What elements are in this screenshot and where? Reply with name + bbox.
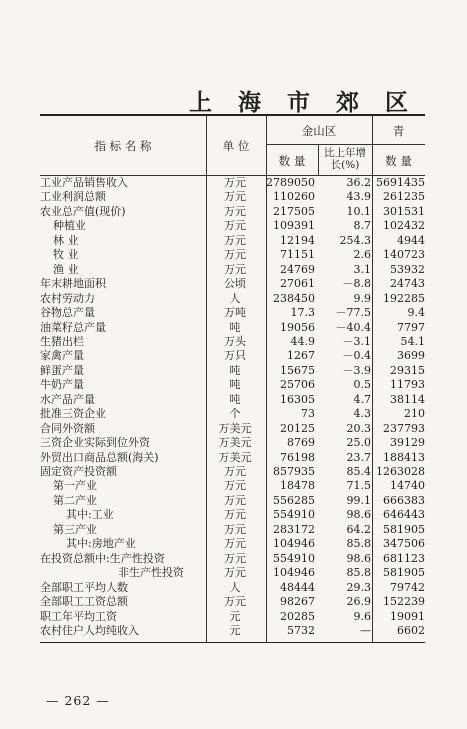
table-row	[40, 479, 425, 493]
row-name: 全部职工工资总额	[40, 595, 128, 609]
row-quantity: 104946	[273, 537, 315, 551]
row-quantity-2: 38114	[390, 392, 425, 406]
table-row	[40, 248, 425, 262]
table-row	[40, 624, 425, 638]
row-quantity-2: 102432	[383, 219, 425, 233]
row-quantity-2: 581905	[383, 522, 425, 536]
row-change: 71.5	[346, 479, 371, 493]
row-quantity-2: 24743	[390, 277, 425, 291]
row-name: 农业总产值(现价)	[40, 204, 126, 218]
row-change: －3.1	[342, 334, 371, 348]
row-name: 水产品产量	[40, 392, 95, 406]
row-quantity: 17.3	[290, 306, 315, 320]
row-quantity-2: 6602	[397, 623, 425, 637]
row-unit: 吨	[229, 378, 241, 392]
page-number: — 262 —	[46, 693, 110, 708]
row-name: 工业利润总额	[40, 190, 106, 204]
table-row	[40, 219, 425, 233]
row-quantity-2: 301531	[383, 204, 425, 218]
row-change: 0.5	[353, 378, 371, 392]
row-quantity-2: 681123	[383, 551, 425, 565]
row-unit: 吨	[229, 363, 241, 377]
table-row	[40, 393, 425, 407]
table-row	[40, 537, 425, 551]
row-quantity-2: 646443	[383, 508, 425, 522]
row-name: 其中:工业	[66, 508, 114, 522]
row-quantity-2: 19091	[390, 609, 425, 623]
row-quantity: 25706	[280, 378, 315, 392]
header-quantity-2: 数 量	[385, 154, 412, 168]
row-name: 合同外资额	[40, 421, 95, 435]
row-quantity: 24769	[280, 262, 315, 276]
row-change: －77.5	[335, 306, 371, 320]
row-change: 3.1	[353, 262, 371, 276]
row-name: 在投资总额中:生产性投资	[40, 551, 165, 565]
row-unit: 万元	[224, 465, 246, 478]
row-change: 254.3	[339, 233, 371, 247]
table-row	[40, 552, 425, 566]
row-quantity-2: 29315	[390, 363, 425, 377]
row-change: 25.0	[346, 436, 371, 450]
header-county1: 金山区	[301, 124, 337, 138]
table-row	[40, 190, 425, 204]
row-unit: 万元	[224, 493, 246, 507]
row-quantity-2: 581905	[383, 566, 425, 580]
row-quantity: 110260	[273, 190, 315, 204]
row-change: －0.4	[342, 349, 371, 363]
row-name: 林 业	[53, 233, 79, 247]
row-quantity-2: 14740	[390, 479, 425, 493]
row-quantity-2: 261235	[383, 190, 425, 204]
table-row	[40, 465, 425, 479]
row-quantity-2: 210	[404, 407, 425, 421]
row-quantity: 1267	[287, 349, 315, 363]
row-change: 85.4	[346, 465, 371, 478]
row-quantity: 283172	[273, 522, 315, 536]
row-name: 批准三资企业	[40, 407, 106, 421]
row-name: 农村住户人均纯收入	[40, 623, 139, 637]
table-row	[40, 321, 425, 335]
row-quantity-2: 39129	[390, 436, 425, 450]
row-quantity: 554910	[273, 551, 315, 565]
row-quantity: 20285	[280, 609, 315, 623]
row-quantity-2: 192285	[383, 291, 425, 305]
row-name: 非生产性投资	[118, 566, 184, 580]
row-change: 85.8	[346, 537, 371, 551]
row-unit: 万元	[224, 537, 246, 551]
table-row	[40, 335, 425, 349]
row-unit: 万元	[224, 566, 246, 580]
row-quantity-2: 11793	[390, 378, 425, 392]
row-name: 农村劳动力	[40, 291, 95, 305]
row-change: —	[360, 623, 371, 637]
row-change: 99.1	[346, 493, 371, 507]
row-change: 36.2	[346, 176, 371, 189]
table-row	[40, 176, 425, 190]
row-unit: 万元	[224, 219, 246, 233]
table-row	[40, 523, 425, 537]
row-quantity-2: 7797	[397, 320, 425, 334]
row-unit: 万元	[224, 233, 246, 247]
header-change: 比上年增长(%)	[324, 147, 366, 171]
row-change: 20.3	[346, 421, 371, 435]
table-row	[40, 234, 425, 248]
table-row	[40, 277, 425, 291]
row-name: 鲜蛋产量	[40, 363, 84, 377]
row-quantity: 98267	[280, 595, 315, 609]
table-row	[40, 508, 425, 522]
row-quantity: 238450	[273, 291, 315, 305]
row-quantity: 44.9	[290, 334, 315, 348]
row-change: 9.6	[353, 609, 371, 623]
row-name: 年末耕地面积	[40, 277, 106, 291]
row-unit: 万元	[224, 522, 246, 536]
row-quantity-2: 5691435	[376, 176, 425, 189]
row-change: 26.9	[346, 595, 371, 609]
row-quantity: 73	[301, 407, 315, 421]
row-quantity: 16305	[280, 392, 315, 406]
row-quantity: 48444	[280, 580, 315, 594]
row-quantity-2: 347506	[383, 537, 425, 551]
table-row	[40, 407, 425, 421]
row-unit: 万只	[224, 349, 246, 363]
table-row	[40, 205, 425, 219]
page-title: 上 海 市 郊 区	[188, 89, 417, 116]
row-quantity: 71151	[280, 248, 315, 262]
row-quantity-2: 79742	[390, 580, 425, 594]
row-quantity: 15675	[280, 363, 315, 377]
row-change: 98.6	[346, 551, 371, 565]
row-quantity-2: 188413	[383, 450, 425, 464]
row-quantity-2: 237793	[383, 421, 425, 435]
table-row	[40, 581, 425, 595]
row-unit: 万元	[224, 262, 246, 276]
table-row	[40, 378, 425, 392]
row-quantity: 217505	[273, 204, 315, 218]
row-quantity-2: 152239	[383, 595, 425, 609]
row-unit: 万头	[224, 334, 246, 348]
row-quantity-2: 4944	[397, 233, 425, 247]
table-row	[40, 595, 425, 609]
row-name: 职工年平均工资	[40, 609, 117, 623]
row-change: －3.9	[342, 363, 371, 377]
row-change: －40.4	[335, 320, 371, 334]
row-unit: 万吨	[224, 306, 246, 320]
row-quantity: 18478	[280, 479, 315, 493]
row-change: 29.3	[346, 580, 371, 594]
row-change: 2.6	[353, 248, 371, 262]
row-change: 8.7	[353, 219, 371, 233]
row-name: 谷物总产量	[40, 306, 95, 320]
row-name: 牧 业	[53, 248, 79, 262]
row-name: 其中:房地产业	[66, 537, 136, 551]
row-unit: 万元	[224, 190, 246, 204]
row-unit: 公顷	[224, 277, 246, 291]
row-name: 牛奶产量	[40, 378, 84, 392]
row-quantity: 12194	[280, 233, 315, 247]
row-name: 种植业	[53, 219, 86, 233]
row-change: 43.9	[346, 190, 371, 204]
row-quantity-2: 140723	[383, 248, 425, 262]
row-unit: 万美元	[218, 450, 252, 464]
row-name: 第一产业	[53, 479, 97, 493]
row-name: 家禽产量	[40, 349, 84, 363]
row-change: 23.7	[346, 450, 371, 464]
row-quantity: 2789050	[266, 176, 315, 189]
row-name: 工业产品销售收入	[40, 176, 128, 189]
row-unit: 个	[229, 407, 241, 421]
row-unit: 人	[229, 580, 241, 594]
table-row	[40, 292, 425, 306]
row-quantity-2: 1263028	[376, 465, 425, 478]
table-row	[40, 494, 425, 508]
row-quantity-2: 54.1	[400, 334, 425, 348]
row-change: 9.9	[353, 291, 371, 305]
row-unit: 万元	[224, 176, 246, 189]
row-quantity-2: 666383	[383, 493, 425, 507]
row-unit: 人	[229, 291, 241, 305]
row-quantity-2: 3699	[397, 349, 425, 363]
row-name: 渔 业	[53, 262, 79, 276]
row-quantity: 104946	[273, 566, 315, 580]
row-quantity: 109391	[273, 219, 315, 233]
row-quantity: 20125	[280, 421, 315, 435]
table-row	[40, 364, 425, 378]
table-row	[40, 436, 425, 450]
header-county2: 青	[392, 124, 405, 138]
table-row	[40, 422, 425, 436]
row-unit: 元	[229, 623, 241, 637]
row-unit: 万元	[224, 248, 246, 262]
row-quantity: 554910	[273, 508, 315, 522]
table-top-rule	[40, 114, 425, 116]
row-unit: 吨	[229, 392, 241, 406]
row-quantity: 27061	[280, 277, 315, 291]
row-unit: 万元	[224, 551, 246, 565]
row-unit: 万美元	[218, 421, 252, 435]
row-unit: 万元	[224, 204, 246, 218]
row-change: 85.8	[346, 566, 371, 580]
header-indicator: 指 标 名 称	[94, 139, 152, 153]
row-name: 固定资产投资额	[40, 465, 117, 478]
header-unit: 单 位	[222, 139, 250, 153]
table-row	[40, 451, 425, 465]
row-change: －8.8	[342, 277, 371, 291]
row-change: 10.1	[346, 204, 371, 218]
table-row	[40, 306, 425, 320]
row-change: 98.6	[346, 508, 371, 522]
row-quantity: 5732	[287, 623, 315, 637]
row-name: 生猪出栏	[40, 334, 84, 348]
row-quantity-2: 53932	[390, 262, 425, 276]
table-row	[40, 349, 425, 363]
row-name: 第三产业	[53, 522, 97, 536]
row-change: 4.3	[353, 407, 371, 421]
table-row	[40, 610, 425, 624]
divider-qty-change	[318, 144, 319, 175]
table-row	[40, 263, 425, 277]
row-quantity: 8769	[287, 436, 315, 450]
row-unit: 吨	[229, 320, 241, 334]
table-row	[40, 566, 425, 580]
row-unit: 万元	[224, 479, 246, 493]
row-unit: 万元	[224, 508, 246, 522]
row-change: 64.2	[346, 522, 371, 536]
county-header-rule	[266, 144, 425, 145]
row-quantity: 76198	[280, 450, 315, 464]
row-quantity: 19056	[280, 320, 315, 334]
row-unit: 万美元	[218, 436, 252, 450]
row-name: 油菜籽总产量	[40, 320, 106, 334]
row-name: 三资企业实际到位外资	[40, 436, 150, 450]
row-name: 第二产业	[53, 493, 97, 507]
row-quantity: 857935	[273, 465, 315, 478]
row-change: 4.7	[353, 392, 371, 406]
row-quantity-2: 9.4	[407, 306, 425, 320]
row-name: 外贸出口商品总额(海关)	[40, 450, 159, 464]
table-bottom-rule	[40, 642, 425, 643]
row-name: 全部职工平均人数	[40, 580, 128, 594]
header-quantity: 数 量	[278, 154, 306, 168]
row-unit: 万元	[224, 595, 246, 609]
row-quantity: 556285	[273, 493, 315, 507]
row-unit: 元	[229, 609, 241, 623]
